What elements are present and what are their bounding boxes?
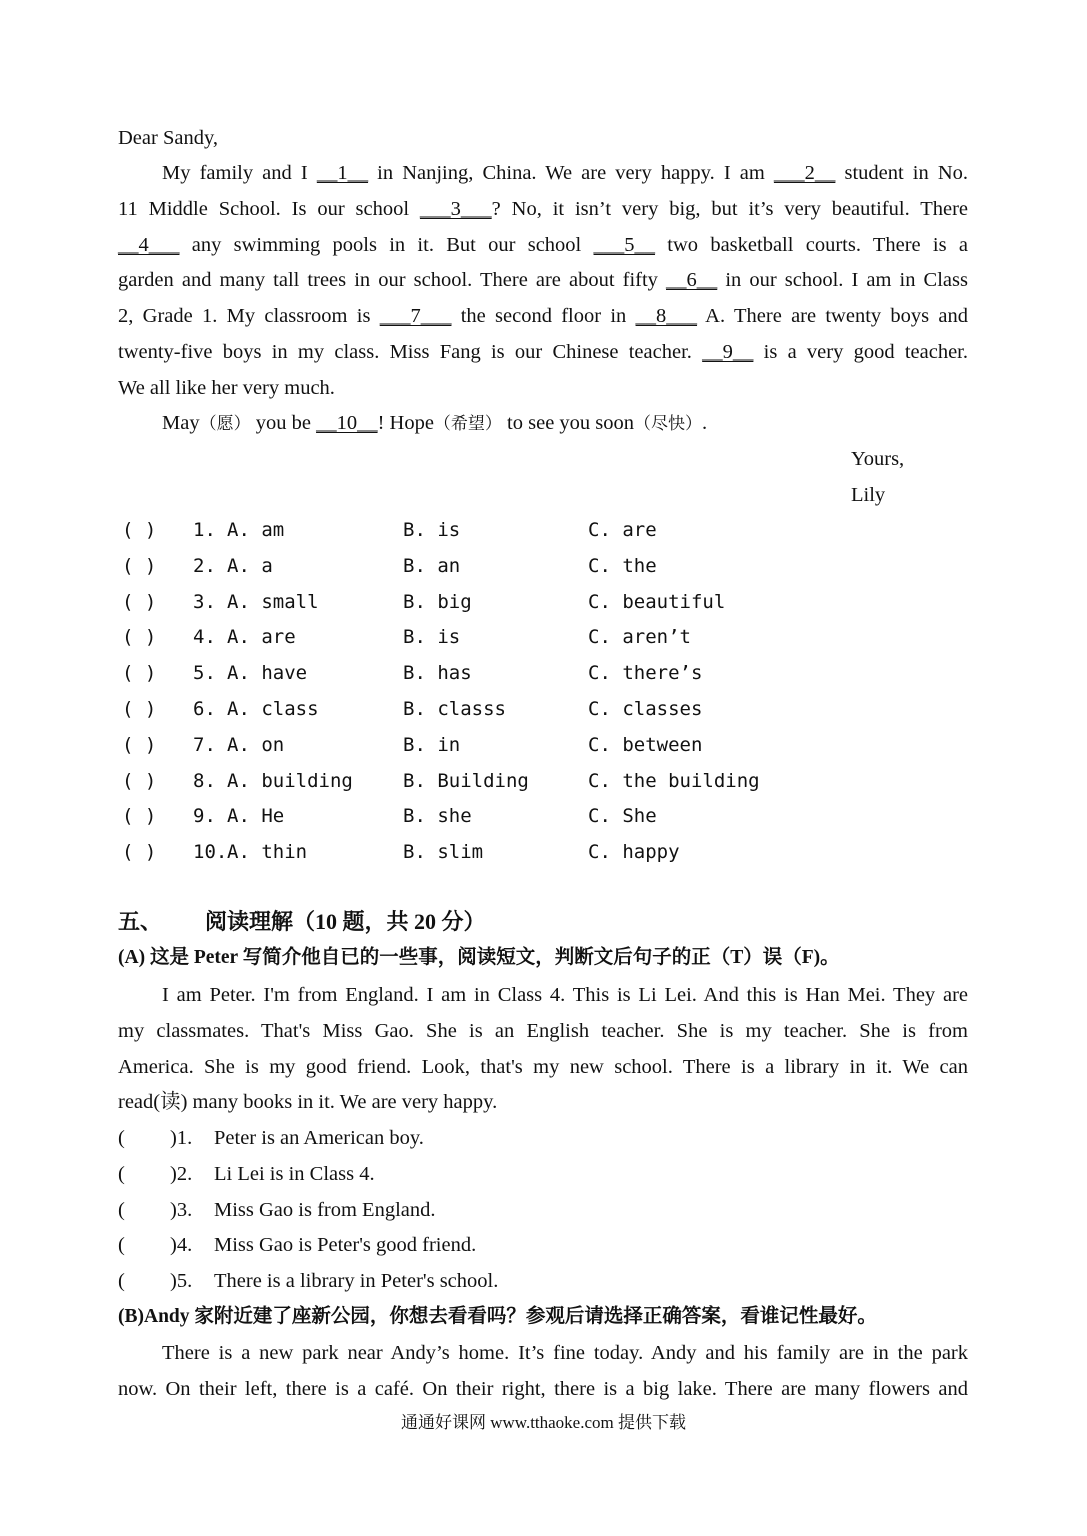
letter-line-4: garden and many tall trees in our school. There are about fifty __6__ in our school. I am in Class <box>118 269 968 291</box>
tf-statement: Miss Gao is Peter's good friend. <box>214 1234 477 1257</box>
part-b-heading: (B)Andy 家附近建了座新公园，你想去看看吗？参观后请选择正确答案，看谁记性最好。 <box>118 1306 877 1327</box>
blank-9: __9__ <box>702 341 754 363</box>
option-b: B. big <box>403 590 472 613</box>
tf-paren: ( <box>118 1162 125 1185</box>
choice-number: 3. <box>193 590 216 613</box>
section-title: 阅读理解（10 题，共 20 分） <box>205 909 486 934</box>
part-a-line-2: my classmates. That's Miss Gao. She is an English teacher. She is my teacher. She is from <box>118 1020 968 1042</box>
choice-number: 4. <box>193 626 216 649</box>
choice-paren: ( ) <box>122 769 157 792</box>
choice-paren: ( ) <box>122 590 157 613</box>
letter-greeting: Dear Sandy, <box>118 127 218 149</box>
part-a-line-1: I am Peter. I'm from England. I am in Class 4. This is Li Lei. And this is Han Mei. They are <box>162 984 968 1006</box>
option-a: A. am <box>227 519 285 541</box>
option-a: A. class <box>227 698 319 720</box>
option-c: C. between <box>588 733 703 756</box>
blank-4: __4___ <box>118 234 180 256</box>
part-b-line-1: There is a new park near Andy’s home. It’s fine today. Andy and his family are in the park <box>162 1342 968 1364</box>
tf-statement: Peter is an American boy. <box>214 1127 424 1149</box>
choice-number: 1. <box>193 519 216 541</box>
part-a-heading: (A) 这是 Peter 写简介他自已的一些事，阅读短文，判断文后句子的正（T）误（F)。 <box>118 947 840 968</box>
choice-paren: ( ) <box>122 698 157 720</box>
tf-number: )2. <box>170 1162 193 1185</box>
tf-number: )3. <box>170 1198 193 1221</box>
option-c: C. beautiful <box>588 590 726 613</box>
choice-paren: ( ) <box>122 662 157 685</box>
letter-line-6: twenty-five boys in my class. Miss Fang is our Chinese teacher. __9__ is a very good teacher. <box>118 341 969 363</box>
option-a: A. on <box>227 733 285 756</box>
choice-paren: ( ) <box>122 805 157 828</box>
blank-6: __6__ <box>666 269 718 291</box>
option-c: C. the <box>588 554 657 577</box>
part-a-line-4: read(读) many books in it. We are very happy. <box>118 1091 498 1113</box>
option-c: C. the building <box>588 769 760 792</box>
letter-line-1: My family and I __1__ in Nanjing, China. We are very happy. I am ___2__ student in No. <box>162 162 969 184</box>
tf-paren: ( <box>118 1127 125 1149</box>
blank-3: ___3___ <box>419 198 492 220</box>
tf-statement: Li Lei is in Class 4. <box>214 1162 375 1185</box>
letter-line-7: We all like her very much. <box>118 377 335 399</box>
part-a-line-3: America. She is my good friend. Look, that's my new school. There is a library in it. We can <box>118 1056 968 1078</box>
tf-statement: Miss Gao is from England. <box>214 1198 436 1221</box>
blank-2: ___2__ <box>773 162 836 184</box>
letter-wish-line: May（愿） you be __10__! Hope（希望） to see you soon（尽快）. <box>162 412 708 434</box>
letter-line-2: 11 Middle School. Is our school ___3___? No, it isn’t very big, but it’s very beautiful. There <box>118 198 968 220</box>
option-b: B. in <box>403 733 461 756</box>
choice-number: 10. <box>193 841 228 864</box>
choice-number: 8. <box>193 769 216 792</box>
tf-paren: ( <box>118 1234 125 1257</box>
choice-paren: ( ) <box>122 841 157 864</box>
option-a: A. small <box>227 590 319 613</box>
option-a: A. building <box>227 769 353 792</box>
tf-number: )4. <box>170 1234 193 1257</box>
blank-10: __10__ <box>316 412 378 434</box>
option-b: B. has <box>403 662 472 685</box>
letter-closing: Yours, <box>851 448 905 470</box>
option-a: A. have <box>227 662 308 685</box>
option-a: A. a <box>227 554 273 577</box>
tf-number: )1. <box>170 1127 193 1149</box>
choice-number: 2. <box>193 554 216 577</box>
blank-1: __1__ <box>316 162 369 184</box>
blank-5: ___5__ <box>593 234 656 256</box>
option-b: B. an <box>403 554 461 577</box>
option-b: B. is <box>403 626 461 649</box>
option-c: C. are <box>588 519 657 541</box>
option-b: B. is <box>403 519 461 541</box>
blank-8: __8___ <box>635 305 698 327</box>
option-a: A. thin <box>227 841 308 864</box>
option-b: B. slim <box>403 841 484 864</box>
choice-number: 5. <box>193 662 216 685</box>
option-c: C. happy <box>588 841 680 864</box>
tf-number: )5. <box>170 1270 193 1293</box>
option-b: B. Building <box>403 769 529 792</box>
letter-line-5: 2, Grade 1. My classroom is ___7___ the second floor in __8___ A. There are twenty boys and <box>118 305 969 327</box>
part-b-line-2: now. On their left, there is a café. On their right, there is a big lake. There are many flowers and <box>118 1378 968 1400</box>
choice-number: 9. <box>193 805 216 828</box>
option-c: C. there’s <box>588 662 703 685</box>
choice-paren: ( ) <box>122 554 157 577</box>
tf-paren: ( <box>118 1198 125 1221</box>
option-a: A. He <box>227 805 285 828</box>
option-c: C. She <box>588 805 657 828</box>
option-a: A. are <box>227 626 296 649</box>
blank-7: ___7___ <box>379 305 452 327</box>
letter-line-3: __4___ any swimming pools in it. But our school ___5__ two basketball courts. There is a <box>118 234 968 256</box>
choice-paren: ( ) <box>122 626 157 649</box>
section-number: 五、 <box>118 909 163 934</box>
choice-paren: ( ) <box>122 519 157 541</box>
choice-number: 6. <box>193 698 216 720</box>
choice-paren: ( ) <box>122 733 157 756</box>
option-b: B. she <box>403 805 472 828</box>
tf-paren: ( <box>118 1270 125 1293</box>
tf-statement: There is a library in Peter's school. <box>214 1270 499 1293</box>
choice-number: 7. <box>193 733 216 756</box>
page-footer: 通通好课网 www.tthaoke.com 提供下载 <box>400 1413 687 1432</box>
option-c: C. aren’t <box>588 626 691 649</box>
letter-signature: Lily <box>851 484 886 506</box>
option-b: B. classs <box>403 698 506 720</box>
option-c: C. classes <box>588 698 703 720</box>
